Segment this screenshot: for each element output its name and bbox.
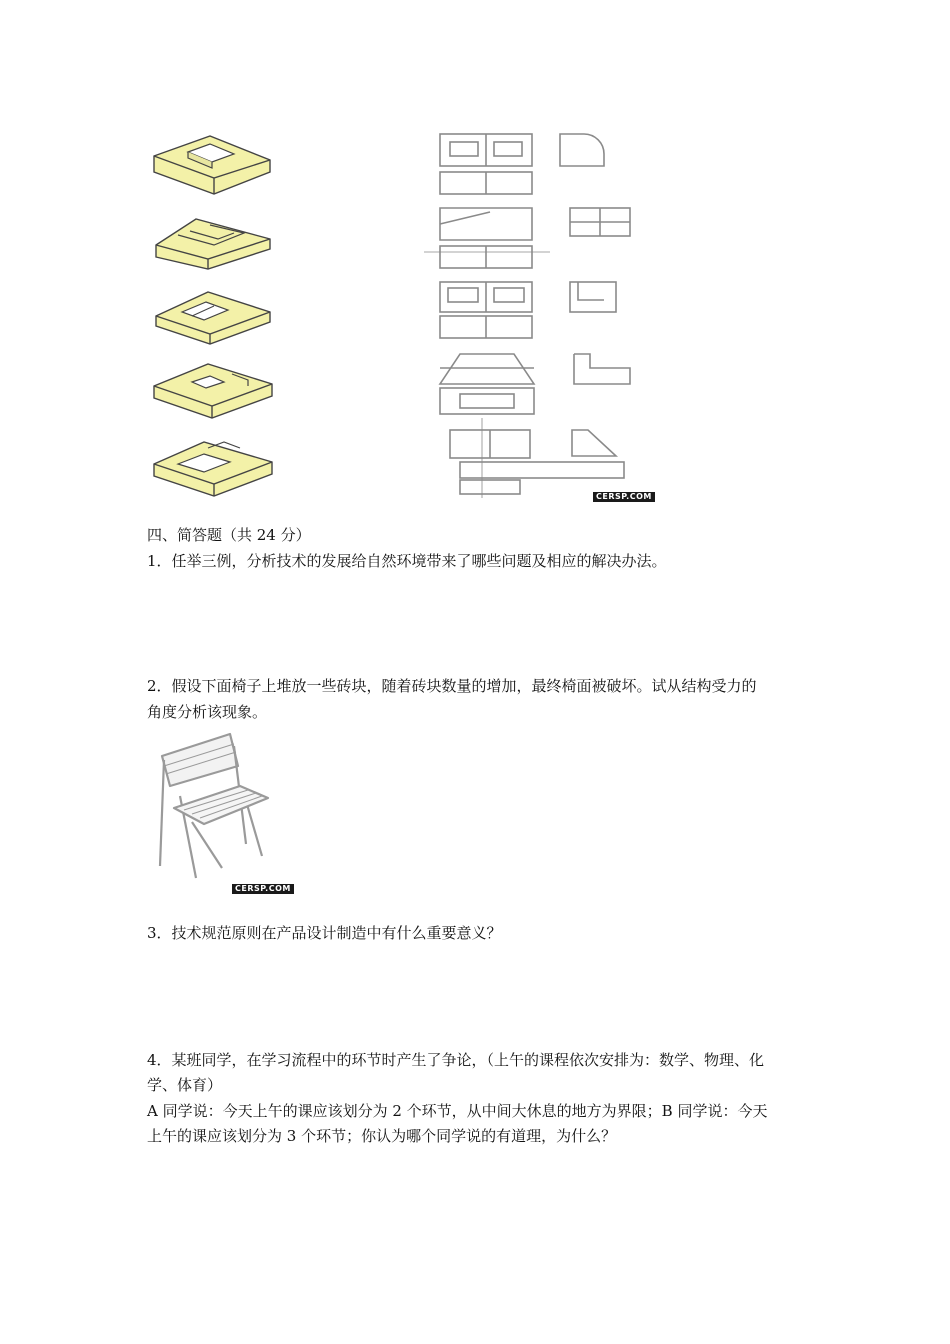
question-4-line-3: A 同学说：今天上午的课应该划分为 2 个环节，从中间大休息的地方为界限；B 同学说：今天 [147,1102,768,1120]
isometric-part-4 [148,356,288,426]
question-4-line-1: 4．某班同学，在学习流程中的环节时产生了争论，（上午的课程依次安排为：数学、物理、化 [147,1051,765,1069]
question-1-line-1: 1．任举三例，分析技术的发展给自然环境带来了哪些问题及相应的解决办法。 [147,552,667,570]
folding-chair-image [150,728,280,888]
question-4-line-2: 学、体育） [147,1076,223,1094]
question-2-line-1: 2．假设下面椅子上堆放一些砖块，随着砖块数量的增加，最终椅面被破坏。试从结构受力的 [147,677,757,695]
isometric-part-2 [148,205,288,275]
isometric-part-1 [148,128,288,198]
watermark-2: CERSP.COM [232,884,294,894]
section-heading: 四、简答题（共 24 分） [147,526,311,544]
question-3-line-1: 3．技术规范原则在产品设计制造中有什么重要意义？ [147,924,502,942]
isometric-part-5 [148,432,288,502]
watermark-1: CERSP.COM [593,492,655,502]
question-2-line-2: 角度分析该现象。 [147,703,268,721]
question-4-line-4: 上午的课应该划分为 3 个环节；你认为哪个同学说的有道理，为什么？ [147,1127,617,1145]
isometric-part-3 [148,282,288,352]
orthographic-views [420,128,660,498]
